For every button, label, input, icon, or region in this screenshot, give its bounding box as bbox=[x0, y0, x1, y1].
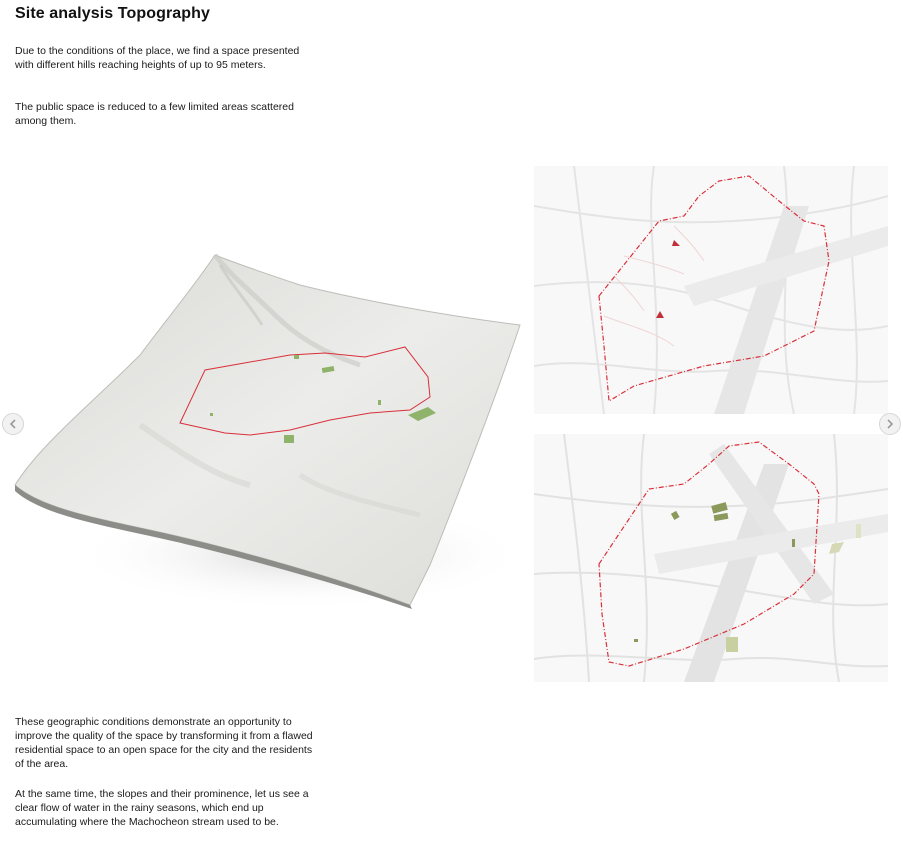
closing-paragraph-1: These geographic conditions demonstrate an opportunity to improve the quality of the space by transforming it from a flawed residential space to an open space for the city and the residents of the area. bbox=[15, 716, 313, 770]
carousel-next-button[interactable] bbox=[879, 413, 901, 435]
carousel-prev-button[interactable] bbox=[2, 413, 24, 435]
public-space-map-image bbox=[534, 434, 888, 682]
page-title: Site analysis Topography bbox=[15, 5, 211, 22]
closing-paragraph-2: At the same time, the slopes and their prominence, let us see a clear flow of water in the rainy seasons, which end up accumulating where the Machocheon stream used to be. bbox=[15, 788, 309, 828]
intro-paragraph-1: Due to the conditions of the place, we find a space presented with different hills reaching heights of up to 95 meters. bbox=[15, 45, 300, 71]
chevron-right-icon bbox=[884, 418, 896, 430]
topography-map-image bbox=[534, 166, 888, 414]
terrain-model-image bbox=[0, 245, 530, 615]
chevron-left-icon bbox=[7, 418, 19, 430]
intro-paragraph-2: The public space is reduced to a few limited areas scattered among them. bbox=[15, 101, 294, 127]
